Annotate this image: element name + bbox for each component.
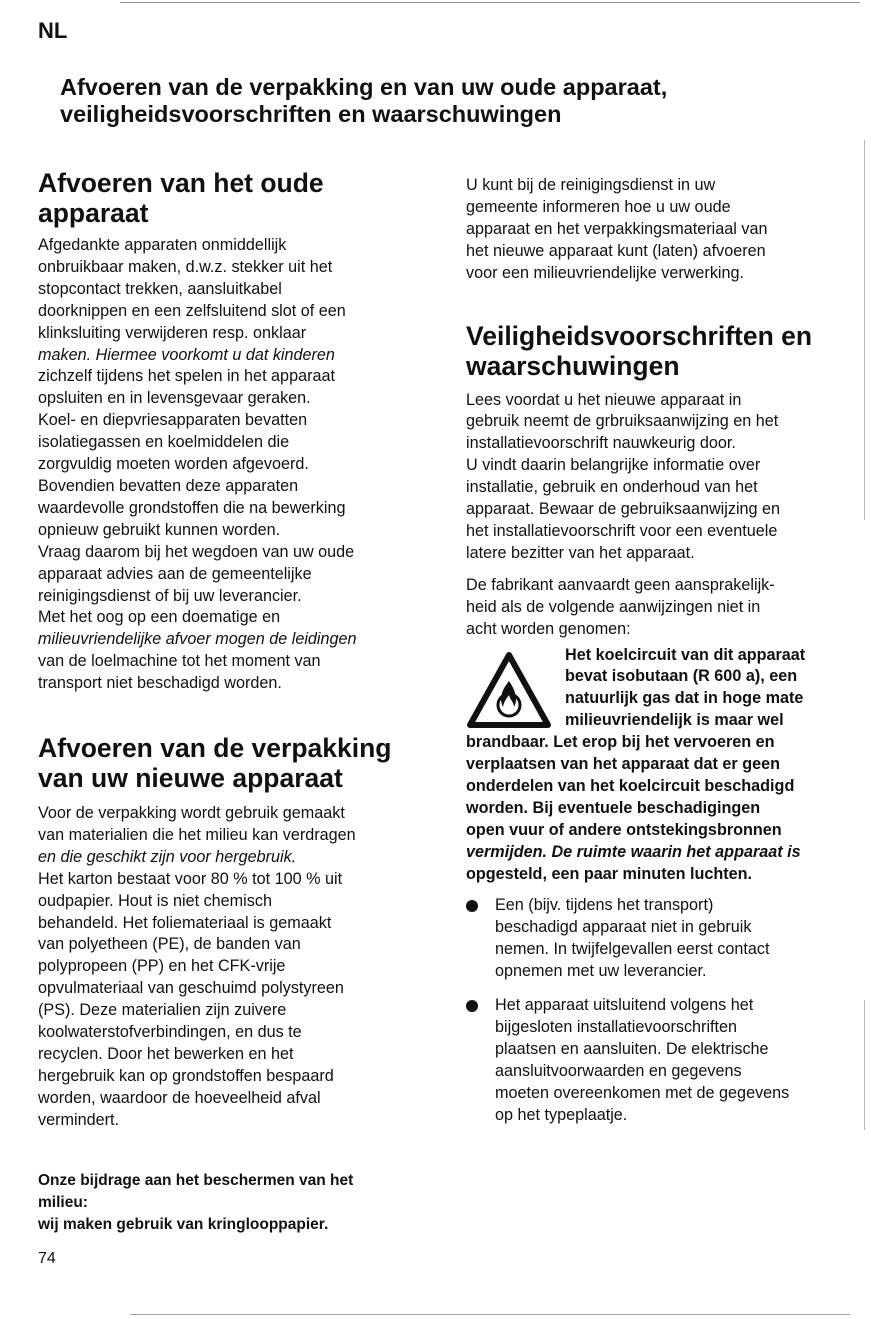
- page-title-line: veiligheidsvoorschriften en waarschuwingen: [60, 101, 562, 127]
- text-line: nemen. In twijfelgevallen eerst contact: [495, 940, 770, 959]
- heading-line: van uw nieuwe apparaat: [38, 763, 343, 794]
- bullet-dot-icon: [466, 1000, 478, 1012]
- text-line: transport niet beschadigd worden.: [38, 674, 282, 693]
- text-line: gemeente informeren hoe u uw oude: [466, 197, 731, 216]
- text-line: Afgedankte apparaten onmiddellijk: [38, 236, 287, 254]
- text-line: het installatievoorschrift voor een eventuele: [466, 521, 778, 540]
- text-line: Lees voordat u het nieuwe apparaat in: [466, 390, 742, 409]
- text-line: heid als de volgende aanwijzingen niet in: [466, 597, 761, 616]
- text-line: plaatsen en aansluiten. De elektrische: [495, 1039, 769, 1058]
- text-line: koolwaterstofverbindingen, en dus te: [38, 1023, 302, 1042]
- text-line: Het koelcircuit van dit apparaat: [565, 645, 806, 664]
- text-line: (PS). Deze materialien zijn zuivere: [38, 1001, 287, 1020]
- text-line: milieuvriendelijke afvoer mogen de leidingen: [38, 630, 357, 649]
- text-line: installatie, gebruik en onderhoud van het: [466, 478, 758, 497]
- text-line: maken. Hiermee voorkomt u dat kinderen: [38, 345, 335, 364]
- safety-paragraph: [466, 390, 846, 565]
- section-heading-old-appliance: [38, 168, 430, 228]
- text-line: vermindert.: [38, 1110, 119, 1129]
- text-line: Voor de verpakking wordt gebruik gemaakt: [38, 804, 345, 823]
- section-body-packaging: [38, 803, 430, 1132]
- text-line: klinksluiting verwijderen resp. onklaar: [38, 323, 307, 342]
- heading-line: apparaat: [38, 198, 149, 228]
- text-line: Het apparaat uitsluitend volgens het: [495, 996, 754, 1015]
- list-item: [466, 995, 846, 1126]
- top-scan-line: [120, 2, 860, 3]
- text-line: isolatiegassen en koelmiddelen die: [38, 433, 290, 452]
- text-line: opgesteld, een paar minuten luchten.: [466, 864, 753, 883]
- text-line: waardevolle grondstoffen die na bewerking: [38, 498, 346, 517]
- text-line: Bovendien bevatten deze apparaten: [38, 476, 299, 495]
- text-line: beschadigd apparaat niet in gebruik: [495, 918, 752, 937]
- text-line: voor een milieuvriendelijke verwerking.: [466, 263, 745, 282]
- right-scan-line-lower: [864, 1000, 865, 1130]
- intro-paragraph: [466, 175, 846, 285]
- page-title-line: Afvoeren van de verpakking en van uw oude apparaat,: [60, 74, 668, 100]
- right-column: [466, 175, 846, 1127]
- text-line: opvulmateriaal van geschuimd polystyreen: [38, 979, 344, 998]
- text-line: installatievoorschrift nauwkeurig door.: [466, 434, 736, 453]
- text-line: opsluiten en in levensgevaar geraken.: [38, 389, 311, 408]
- section-heading-safety: [466, 321, 846, 381]
- text-line: Het karton bestaat voor 80 % tot 100 % uit: [38, 869, 343, 888]
- liability-paragraph: [466, 575, 846, 641]
- text-line: Met het oog op een doematige en: [38, 608, 281, 627]
- section-heading-packaging: [38, 733, 430, 793]
- text-line: oudpapier. Hout is niet chemisch: [38, 891, 272, 910]
- heading-line: Afvoeren van de verpakking: [38, 733, 392, 764]
- text-line: apparaat en het verpakkingsmateriaal van: [466, 219, 768, 238]
- text-line: onbruikbaar maken, d.w.z. stekker uit het: [38, 257, 333, 276]
- text-line: U vindt daarin belangrijke informatie over: [466, 456, 761, 475]
- text-line: doorknippen en een zelfsluitend slot of een: [38, 301, 346, 320]
- text-line: reinigingsdienst of bij uw leverancier.: [38, 586, 302, 605]
- heading-line: Afvoeren van het oude: [38, 168, 324, 198]
- text-line: en die geschikt zijn voor hergebruik.: [38, 847, 297, 866]
- text-line: bevat isobutaan (R 600 a), een: [565, 667, 798, 686]
- text-line: worden, waardoor de hoeveelheid afval: [38, 1088, 321, 1107]
- text-line: latere bezitter van het apparaat.: [466, 543, 695, 562]
- environment-note: [38, 1170, 353, 1236]
- section-body-old-appliance: [38, 235, 430, 695]
- text-line: acht worden genomen:: [466, 619, 631, 638]
- text-line: hergebruik kan op grondstoffen bespaard: [38, 1066, 334, 1085]
- text-line: opnemen met uw leverancier.: [495, 962, 707, 981]
- right-scan-line: [864, 140, 865, 520]
- text-line: opnieuw gebruikt kunnen worden.: [38, 520, 281, 539]
- text-line: De fabrikant aanvaardt geen aansprakelijk-: [466, 575, 775, 594]
- heading-line: Veiligheidsvoorschriften en: [466, 320, 813, 351]
- flammable-warning-triangle-icon: [466, 651, 552, 731]
- bullet-dot-icon: [466, 900, 478, 912]
- text-line: polypropeen (PP) en het CFK-vrije: [38, 957, 286, 976]
- text-line: gebruik neemt de grbruiksaanwijzing en het: [466, 412, 779, 431]
- text-line: van polyetheen (PE), de banden van: [38, 935, 301, 954]
- text-line: apparaat. Bewaar de gebruiksaanwijzing en: [466, 500, 781, 519]
- text-line: aansluitvoorwaarden en gegevens: [495, 1061, 742, 1080]
- text-line: moeten overeenkomen met de gegevens: [495, 1083, 790, 1102]
- heading-line: waarschuwingen: [466, 350, 680, 381]
- left-column: [38, 168, 430, 1132]
- text-line: natuurlijk gas dat in hoge mate: [565, 689, 804, 708]
- text-line: verplaatsen van het apparaat dat er geen: [466, 755, 780, 774]
- text-line: milieuvriendelijk is maar wel: [565, 711, 784, 730]
- bottom-scan-line: [130, 1314, 850, 1315]
- page-title: [60, 74, 820, 128]
- text-line: open vuur of andere ontstekingsbronnen: [466, 820, 782, 839]
- text-line: behandeld. Het foliemateriaal is gemaakt: [38, 913, 332, 932]
- text-line: onderdelen van het koelcircuit beschadigd: [466, 776, 795, 795]
- text-line: van de loelmachine tot het moment van: [38, 652, 321, 671]
- text-line: op het typeplaatje.: [495, 1105, 628, 1124]
- text-line: recyclen. Door het bewerken en het: [38, 1045, 294, 1063]
- text-line: van materialien die het milieu kan verdragen: [38, 825, 356, 844]
- list-item: [466, 895, 846, 983]
- text-line: Vraag daarom bij het wegdoen van uw oude: [38, 542, 355, 561]
- text-line: apparaat advies aan de gemeentelijke: [38, 564, 312, 583]
- note-line: milieu:: [38, 1194, 88, 1211]
- language-code: NL: [38, 18, 68, 43]
- text-line: Een (bijv. tijdens het transport): [495, 896, 714, 915]
- text-line: brandbaar. Let erop bij het vervoeren en: [466, 733, 775, 752]
- flammable-warning: [466, 645, 846, 886]
- text-line: worden. Bij eventuele beschadigingen: [466, 798, 761, 817]
- note-line: Onze bijdrage aan het beschermen van het: [38, 1172, 354, 1189]
- page-number: 74: [38, 1250, 56, 1267]
- text-line: zichzelf tijdens het spelen in het apparaat: [38, 367, 335, 386]
- text-line: stopcontact trekken, aansluitkabel: [38, 279, 282, 298]
- text-line: zorgvuldig moeten worden afgevoerd.: [38, 455, 309, 474]
- text-line: U kunt bij de reinigingsdienst in uw: [466, 176, 716, 194]
- text-line: vermijden. De ruimte waarin het apparaat is: [466, 842, 801, 861]
- text-line: het nieuwe apparaat kunt (laten) afvoeren: [466, 241, 766, 260]
- note-line: wij maken gebruik van kringlooppapier.: [38, 1216, 329, 1233]
- text-line: Koel- en diepvriesapparaten bevatten: [38, 411, 308, 430]
- text-line: bijgesloten installatievoorschriften: [495, 1018, 738, 1036]
